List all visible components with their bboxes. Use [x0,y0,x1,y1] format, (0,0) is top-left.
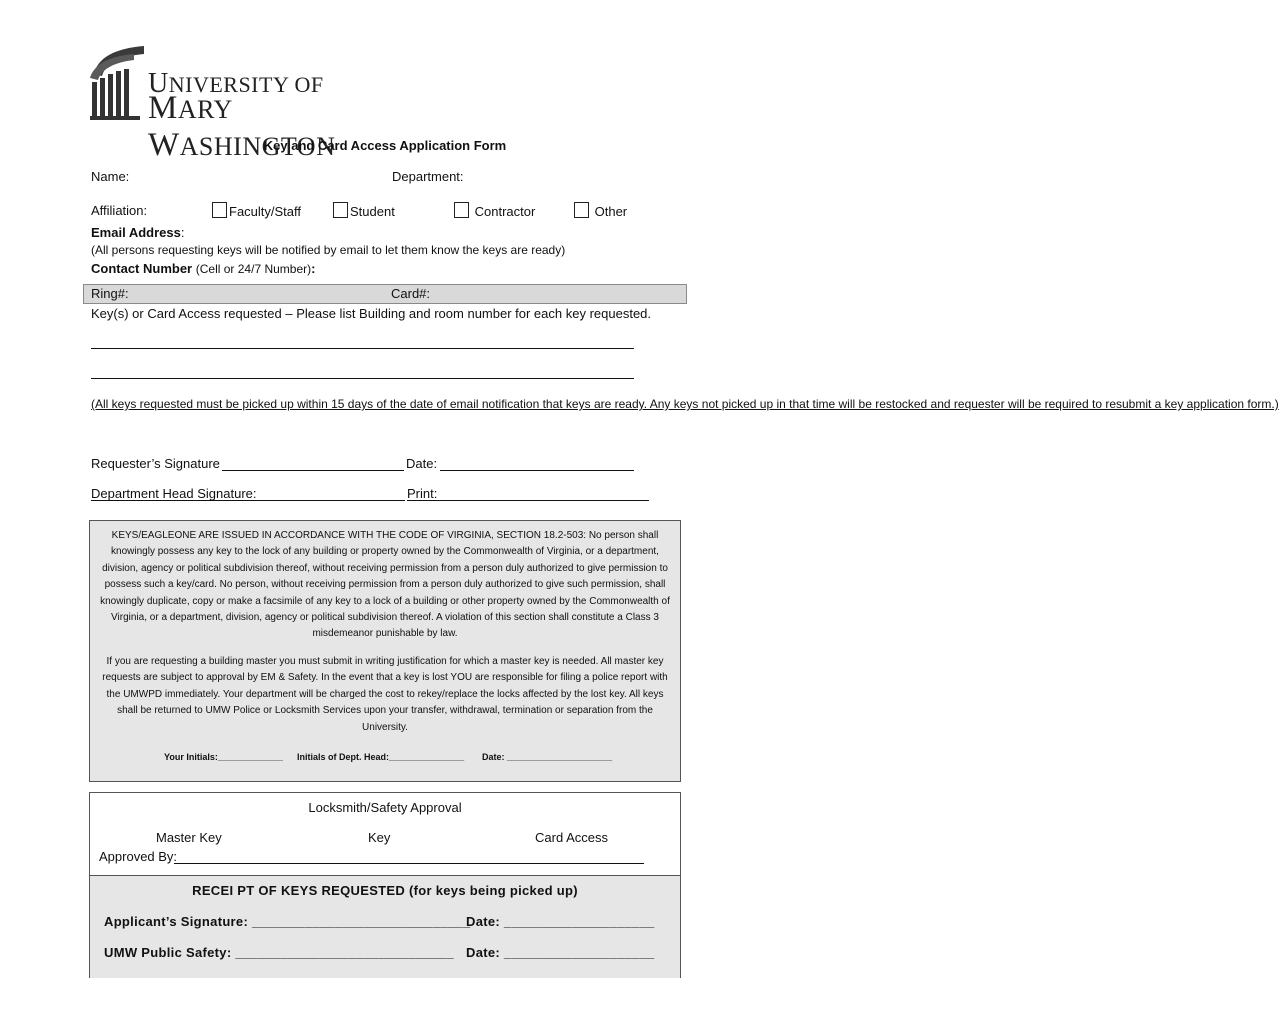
faculty-staff-label: Faculty/Staff [229,204,302,219]
receipt-section [90,875,680,978]
requester-date-label: Date: [406,456,438,471]
requester-date-line[interactable] [440,470,634,471]
contact-label: Contact Number [91,261,193,276]
keys-line-2[interactable] [91,378,634,379]
print-line[interactable] [407,500,649,501]
requester-signature-label: Requester’s Signature [91,456,220,471]
legal-date[interactable]: Date: _____________________ [482,752,613,762]
email-colon: : [180,225,185,240]
requester-signature-line[interactable] [222,470,404,471]
contact-note: (Cell or 24/7 Number) [195,262,312,276]
student-label: Student [350,204,395,219]
pickup-notice: (All keys requested must be picked up within 15 days of the date of email notification that keys are ready. Any keys not picked up in that time will be restocked and requester will be required to resubmit a key application form.) [91,397,1279,411]
legal-notice-box [89,520,681,782]
pillars-emblem-icon [88,44,148,124]
form-title: Key and Card Access Application Form [263,138,507,153]
dept-head-signature-label: Department Head Signature: [91,486,257,501]
logo-line2b: ASHINGTON [179,132,336,161]
key-label: Key [368,830,391,845]
department-label: Department: [392,169,464,184]
logo-initial-u: U [148,68,169,99]
dept-head-signature-line[interactable] [91,500,405,501]
email-label: Email Address [91,225,181,240]
ring-label: Ring#: [91,286,129,301]
affiliation-student[interactable] [333,202,395,219]
public-safety-date-field[interactable]: Date: ____________________ [466,945,655,960]
master-key-label: Master Key [156,830,222,845]
approved-by-label: Approved By: [99,849,178,864]
contractor-label: Contractor [474,204,536,219]
keys-line-1[interactable] [91,348,634,349]
email-row [91,225,184,240]
locksmith-title: Locksmith/Safety Approval [308,800,462,815]
locksmith-approval-box [89,792,681,978]
affiliation-faculty-staff[interactable] [212,202,301,219]
dept-head-initials[interactable]: Initials of Dept. Head:_______________ [297,752,465,762]
logo-line2a: ARY [177,95,232,124]
applicant-signature-field[interactable]: Applicant’s Signature: _____________________________ [104,914,471,929]
approved-by-line[interactable] [174,863,644,864]
checkbox-faculty-staff[interactable] [212,202,227,218]
checkbox-contractor[interactable] [454,202,469,218]
ring-card-bar [83,284,687,304]
name-label: Name: [91,169,130,184]
print-label: Print: [407,486,438,501]
legal-paragraph-1: KEYS/EAGLEONE ARE ISSUED IN ACCORDANCE WITH THE CODE OF VIRGINIA, SECTION 18.2-503: No person shall knowingly possess any key to the lock of any building or property owned by the Commonwealth of Virginia, or a department, division, agency or political subdivision thereof, without receiving permission from a person duly authorized to give permission to possess such a key/card. No person, without receiving permission from a person duly authorized to give such permission, shall knowingly duplicate, copy or make a facsimile of any key to a lock of a building or other property owned by the Commonwealth of Virginia, or a department, division, agency or political subdivision thereof. A violation of this section shall constitute a Class 3 misdemeanor punishable by law. [100,530,670,640]
legal-paragraph-2: If you are requesting a building master you must submit in writing justification for which a master key is needed. All master key requests are subject to approval by EM & Safety. In the event that a key is lost YOU are responsible for filing a police report with the UMWPD immediately. Your department will be charged the cost to rekey/replace the locks affected by the lost key. All keys shall be returned to UMW Police or Locksmith Services upon your transfer, withdrawal, termination or separation from the University. [102,656,668,733]
checkbox-student[interactable] [333,202,348,218]
contact-colon: : [311,261,316,276]
logo-initial-w: W [148,127,180,163]
affiliation-other[interactable] [574,202,627,219]
card-label: Card#: [391,286,431,301]
your-initials[interactable]: Your Initials:_____________ [164,752,283,762]
keys-requested-label: Key(s) or Card Access requested – Please list Building and room number for each key requested. [91,306,652,321]
card-access-label: Card Access [535,830,608,845]
checkbox-other[interactable] [574,202,589,218]
other-label: Other [594,204,628,219]
logo-line1: NIVERSITY OF [168,72,324,97]
email-note: (All persons requesting keys will be notified by email to let them know the keys are ready) [91,243,566,257]
public-safety-signature-field[interactable]: UMW Public Safety: _____________________________ [104,945,454,960]
receipt-title: RECEI PT OF KEYS REQUESTED (for keys being picked up) [192,883,578,898]
affiliation-label: Affiliation: [91,203,148,218]
contact-row [91,261,315,276]
affiliation-contractor[interactable] [454,202,535,219]
logo-initial-m: M [148,90,178,126]
applicant-date-field[interactable]: Date: ____________________ [466,914,655,929]
